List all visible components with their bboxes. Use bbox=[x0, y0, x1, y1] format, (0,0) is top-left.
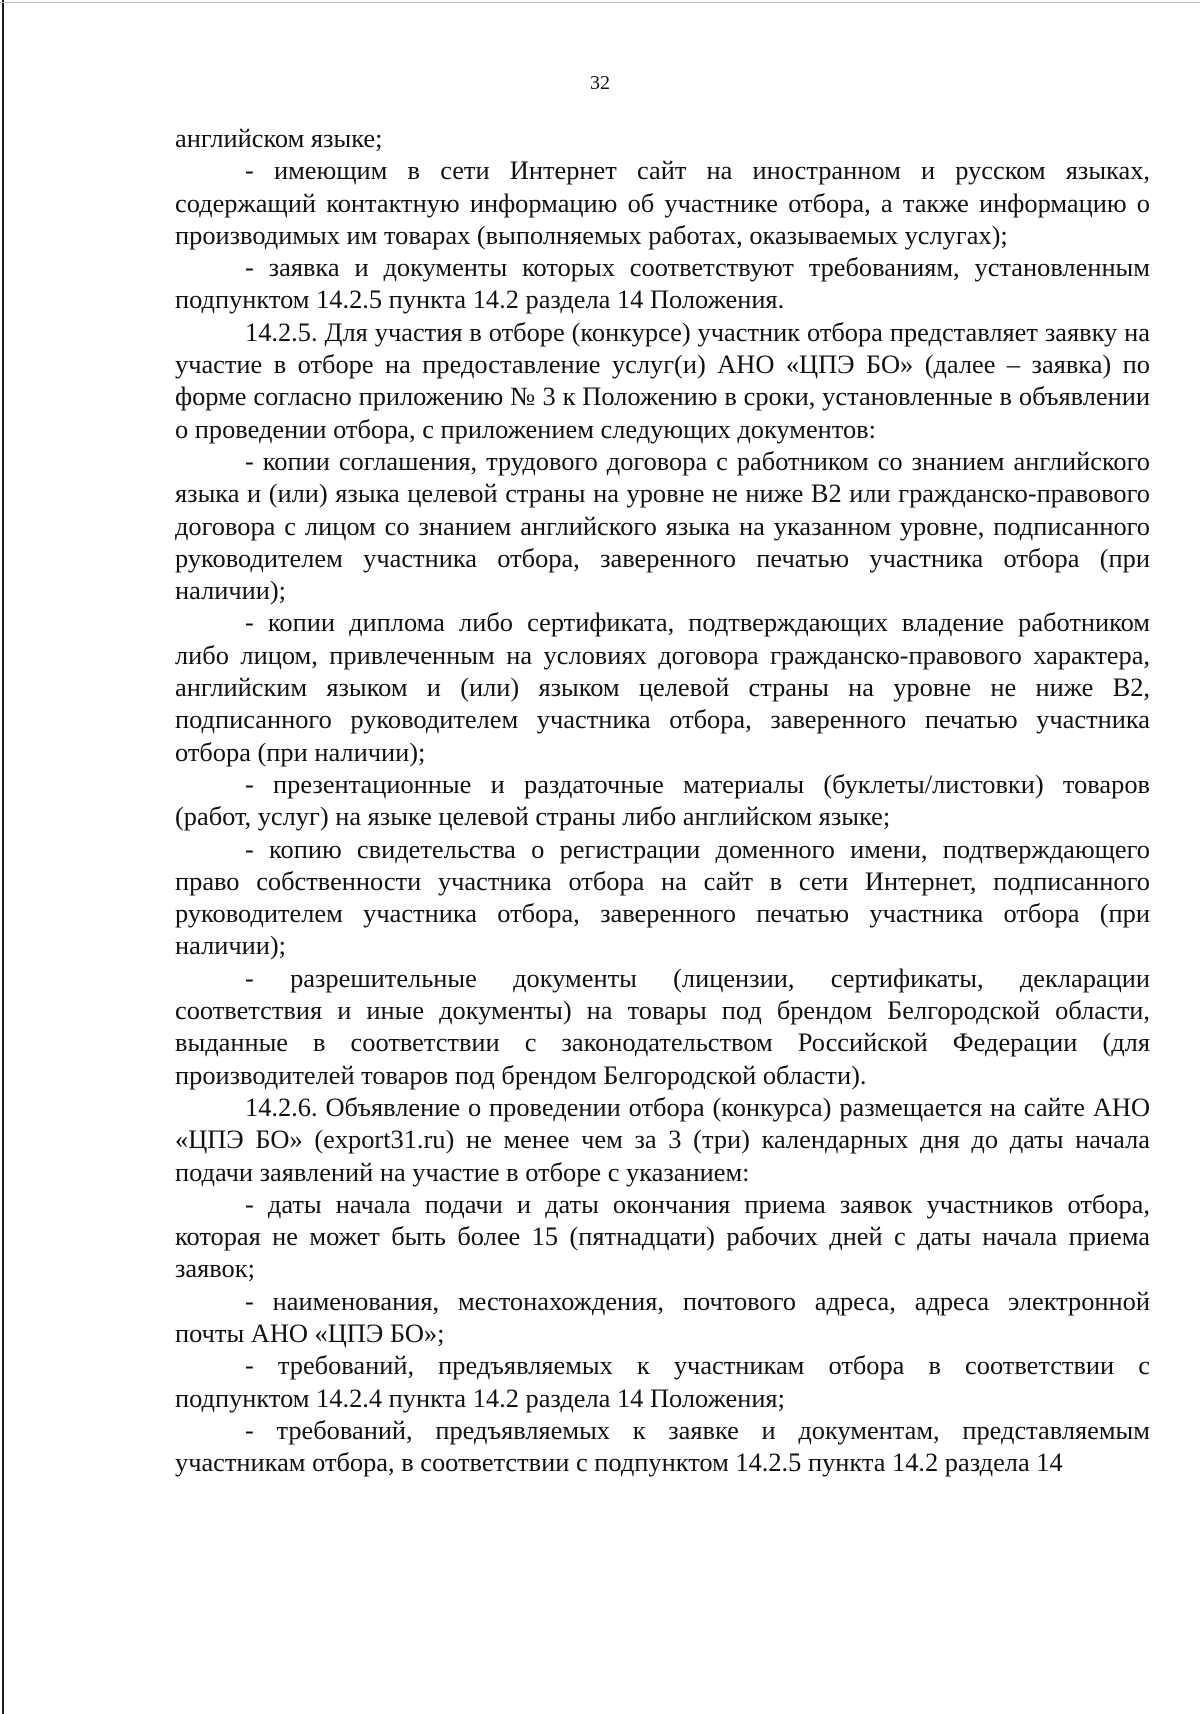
paragraph: - наименования, местонахождения, почтового адреса, адреса электронной почты АНО «ЦПЭ БО»; bbox=[175, 1285, 1150, 1348]
document-body bbox=[175, 122, 1150, 1478]
paragraph: - имеющим в сети Интернет сайт на иностранном и русском языках, содержащий контактную информацию об участнике отбора, а также информацию о производимых им товарах (выполняемых работах, оказываемых услугах); bbox=[175, 155, 1150, 250]
paragraph: - копии диплома либо сертификата, подтверждающих владение работником либо лицом, привлеченным на условиях договора гражданско-правового характера, английским языком и (или) языком целевой страны на уровне не ниже В2, подписанного руководителем участника отбора, заверенного печатью участника отбора (при наличии); bbox=[175, 607, 1150, 767]
paragraph: - даты начала подачи и даты окончания приема заявок участников отбора, которая не может быть более 15 (пятнадцати) рабочих дней с даты начала приема заявок; bbox=[175, 1188, 1150, 1284]
paragraph: - заявка и документы которых соответствуют требованиям, установленным подпунктом 14.2.5 пункта 14.2 раздела 14 Положения. bbox=[175, 252, 1150, 315]
paragraph: 14.2.6. Объявление о проведении отбора (конкурса) размещается на сайте АНО «ЦПЭ БО» (export31.ru) не менее чем за 3 (три) календарных дня до даты начала подачи заявлений на участие в отборе с указанием: bbox=[175, 1091, 1150, 1187]
paragraph: - требований, предъявляемых к участникам отбора в соответствии с подпунктом 14.2.4 пункта 14.2 раздела 14 Положения; bbox=[175, 1350, 1150, 1413]
paragraph: - копию свидетельства о регистрации доменного имени, подтверждающего право собственности участника отбора на сайт в сети Интернет, подписанного руководителем участника отбора, заверенного печатью участника отбора (при наличии); bbox=[175, 833, 1150, 961]
scan-edge-top bbox=[0, 2, 1200, 3]
paragraph: - разрешительные документы (лицензии, сертификаты, декларации соответствия и иные документы) на товары под брендом Белгородской области, выданные в соответствии с законодательством Российской Федерации (для производителей товаров под брендом Белгородской области). bbox=[175, 962, 1150, 1090]
paragraph: - презентационные и раздаточные материалы (буклеты/листовки) товаров (работ, услуг) на языке целевой страны либо английском языке; bbox=[175, 768, 1150, 832]
page-number: 32 bbox=[590, 72, 610, 94]
paragraph: - требований, предъявляемых к заявке и документам, представляемым участникам отбора, в соответствии с подпунктом 14.2.5 пункта 14.2 раздела 14 bbox=[175, 1414, 1150, 1478]
paragraph: английском языке; bbox=[175, 123, 383, 153]
paragraph: - копии соглашения, трудового договора с работником со знанием английского языка и (или) языка целевой страны на уровне не ниже В2 или гражданско-правового договора с лицом со знанием английского языка на указанном уровне, подписанного руководителем участника отбора, заверенного печатью участника отбора (при наличии); bbox=[175, 445, 1150, 606]
paragraph: 14.2.5. Для участия в отборе (конкурсе) участник отбора представляет заявку на участие в отборе на предоставление услуг(и) АНО «ЦПЭ БО» (далее – заявка) по форме согласно приложению № 3 к Положению в сроки, установленные в объявлении о проведении отбора, с приложением следующих документов: bbox=[175, 316, 1150, 444]
scan-edge-left bbox=[2, 0, 4, 1714]
